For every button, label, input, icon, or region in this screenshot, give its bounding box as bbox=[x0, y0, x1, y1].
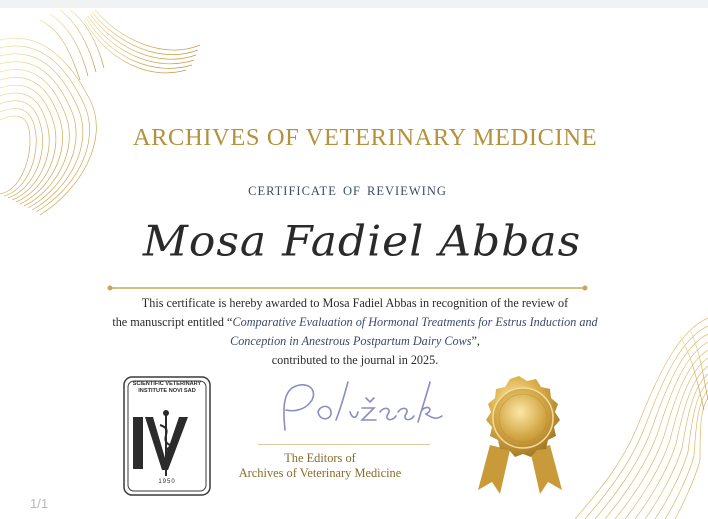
journal-title: ARCHIVES OF VETERINARY MEDICINE bbox=[132, 124, 598, 151]
logo-year: 1950 bbox=[158, 479, 176, 485]
body-line-2-prefix: the manuscript entitled “ bbox=[112, 315, 233, 329]
editors-line-1: The Editors of bbox=[284, 451, 356, 465]
body-line-1: This certificate is hereby awarded to Mosa Fadiel Abbas in recognition of the review of bbox=[141, 296, 569, 310]
gold-award-seal-icon bbox=[486, 376, 560, 457]
editors-signature-line bbox=[258, 444, 430, 445]
manuscript-title: Comparative Evaluation of Hormonal Treatments for Estrus Induction and Conception in Anestrous Postpartum Dairy Cows bbox=[230, 315, 598, 348]
certificate-type: CERTIFICATE OF REVIEWING bbox=[248, 184, 447, 198]
page-indicator: 1/1 bbox=[30, 496, 49, 511]
certificate-body bbox=[100, 294, 610, 370]
body-line-3: contributed to the journal in 2025. bbox=[271, 353, 439, 367]
editors-credit bbox=[230, 451, 410, 481]
editor-signature bbox=[284, 382, 442, 430]
logo-institute-name: SCIENTIFIC VETERINARY INSTITUTE NOVI SAD bbox=[132, 381, 202, 394]
title-divider bbox=[108, 286, 588, 291]
body-line-2-suffix: ”, bbox=[471, 334, 480, 348]
recipient-signature: Mosa Fadiel Abbas bbox=[142, 217, 582, 266]
editors-line-2: Archives of Veterinary Medicine bbox=[238, 466, 402, 480]
